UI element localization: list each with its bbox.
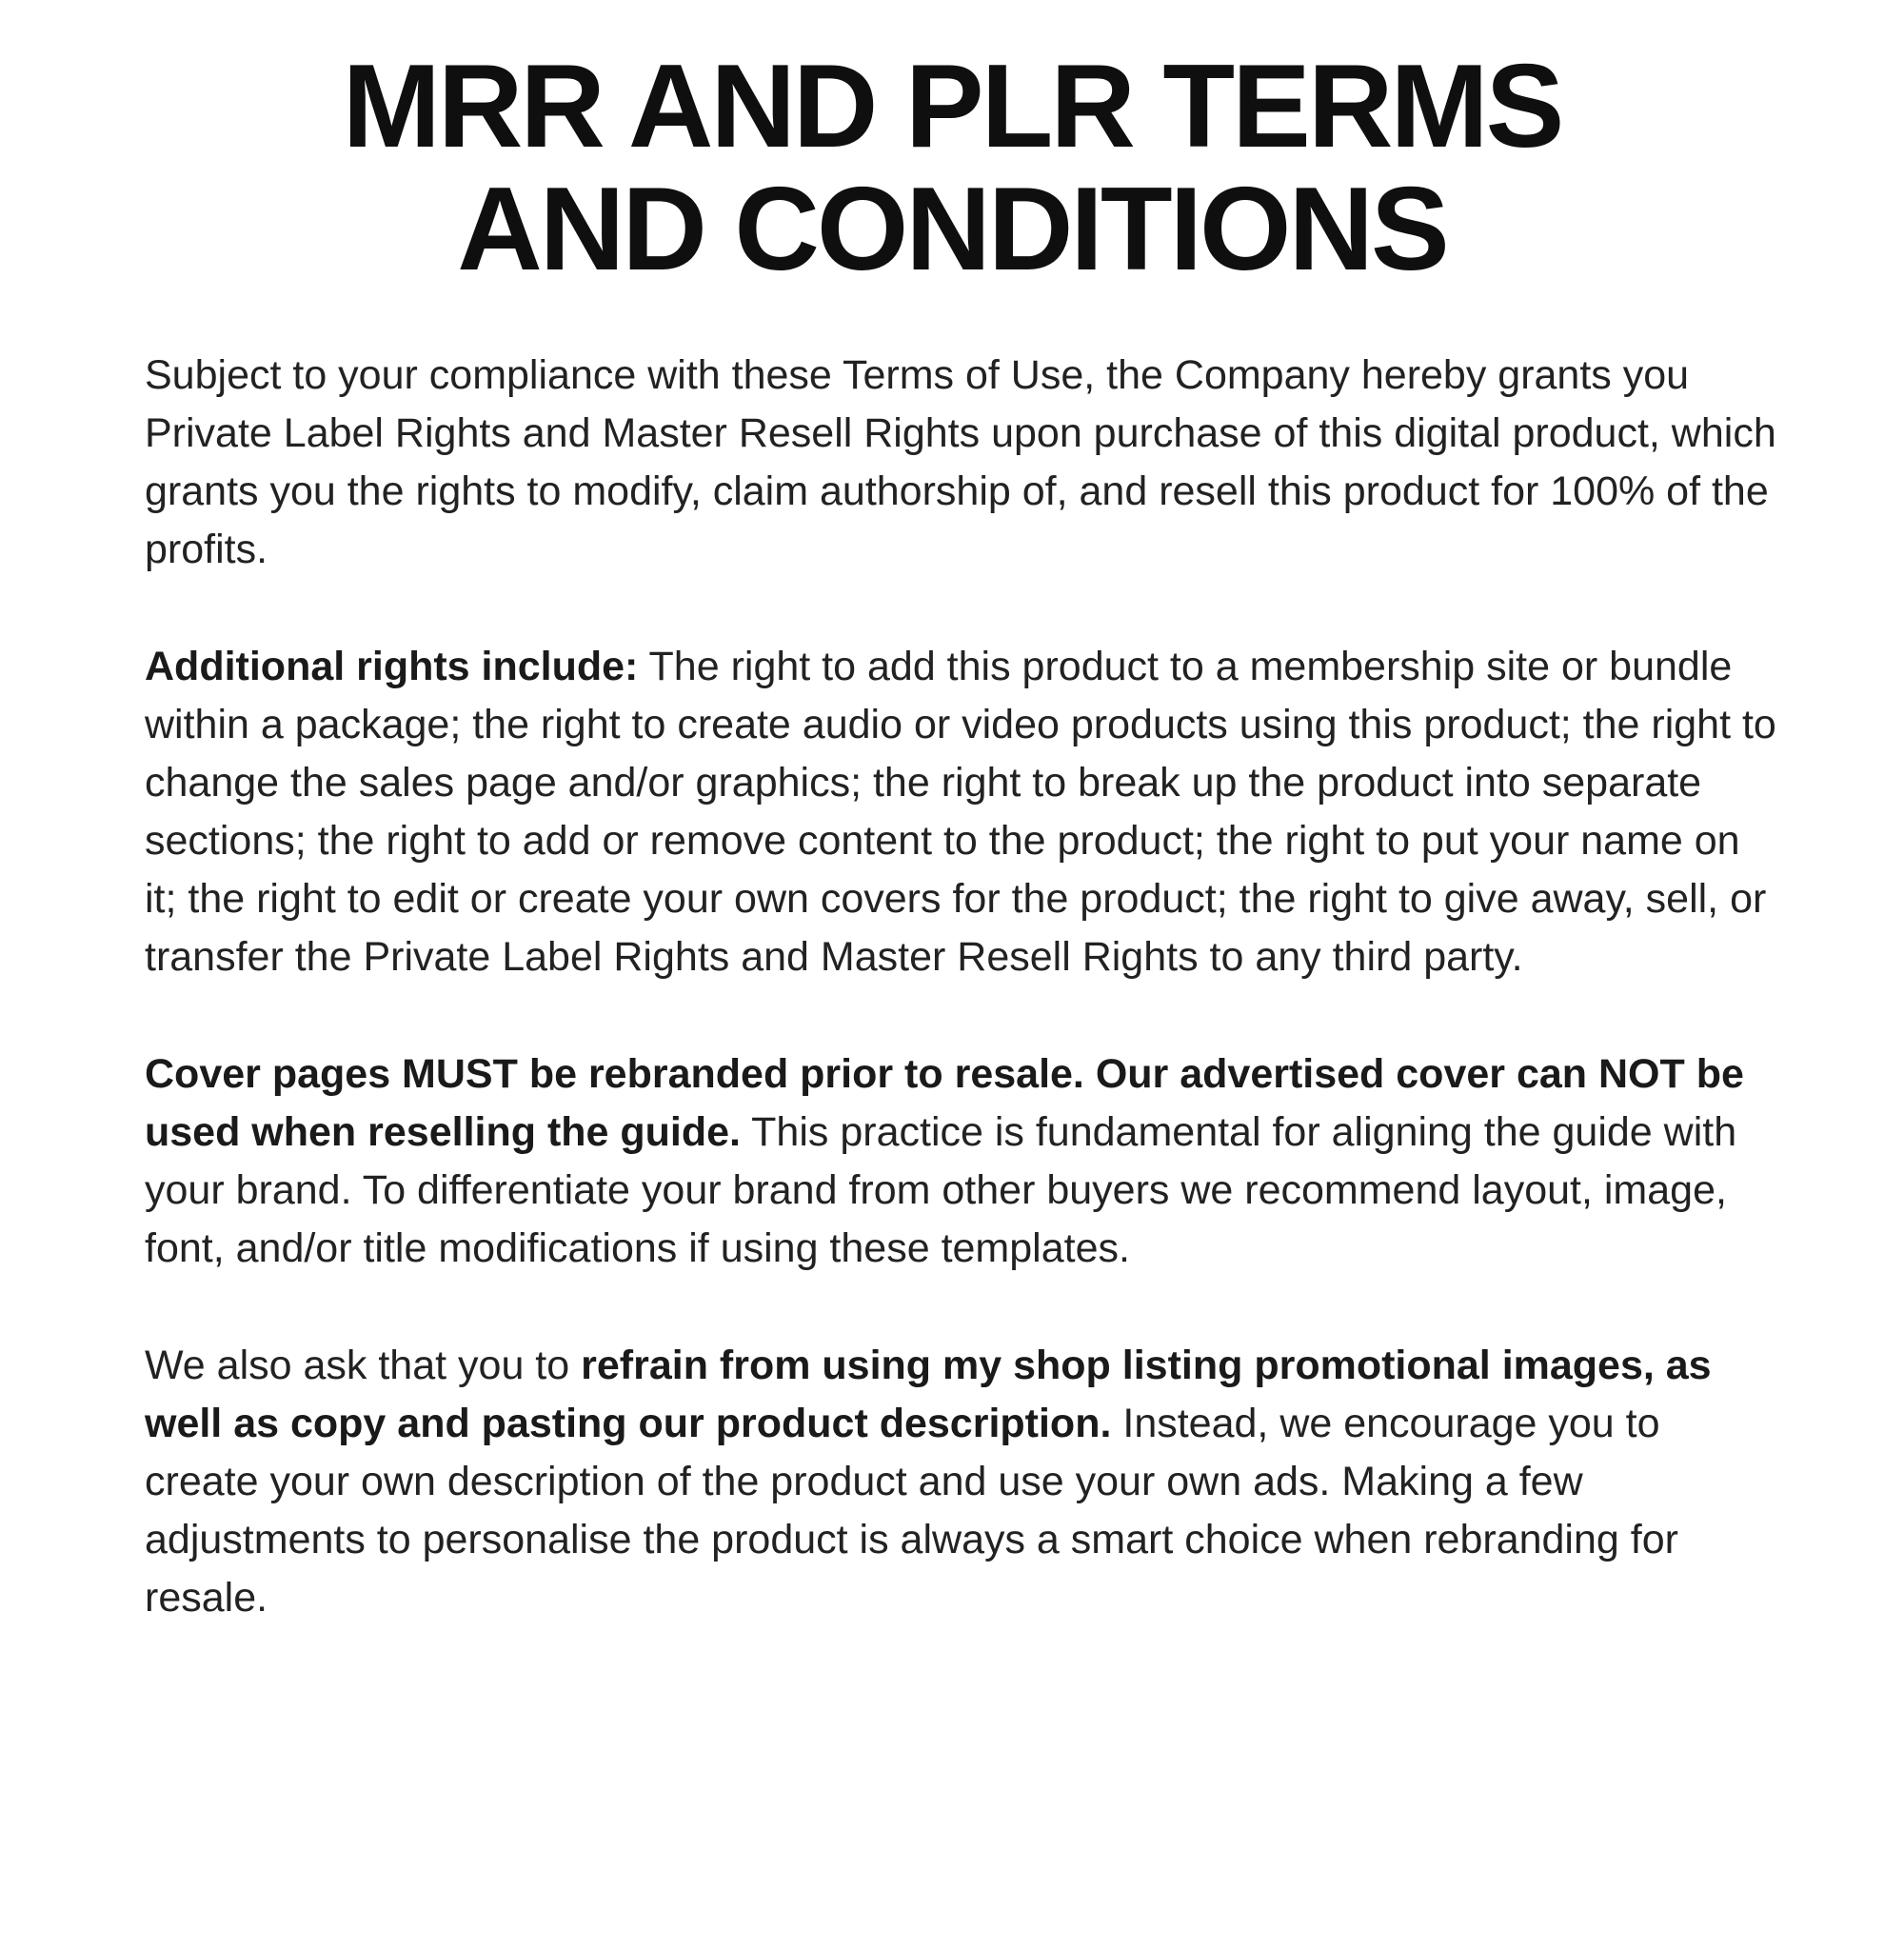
paragraph [145,638,1782,986]
paragraph-bold-text: Cover pages MUST be rebranded prior to resale. Our advertised cover can NOT be used when reselling the guide. [145,1050,1744,1155]
paragraph-bold-text: Additional rights include: [145,643,639,689]
paragraph-bold-text: refrain from using my shop listing promotional images, as well as copy and pasting our product description. [145,1342,1712,1446]
page-title-line-1: MRR AND PLR TERMS [342,41,1562,172]
page-title-line-2: AND CONDITIONS [457,163,1447,295]
paragraph-text: Instead, we encourage you to create your own description of the product and use your own ads. Making a few adjustments to personalise the product is always a smart choice when rebranding for resale. [145,1400,1678,1621]
paragraph-text: This practice is fundamental for aligning the guide with your brand. To differentiate your brand from other buyers we recommend layout, image, font, and/or title modifications if using these templates. [145,1108,1737,1271]
terms-page [0,41,1904,1950]
paragraph [145,1045,1782,1278]
page-title [95,41,1809,295]
paragraph [145,347,1782,579]
paragraph-text: We also ask that you to [145,1342,582,1388]
terms-body [0,347,1904,1627]
paragraph-text: Subject to your compliance with these Terms of Use, the Company hereby grants you Private Label Rights and Master Resell Rights upon purchase of this digital product, which grants you the rights to modify, claim authorship of, and resell this product for 100% of the profits. [145,351,1776,572]
paragraph [145,1337,1782,1627]
paragraph-text: The right to add this product to a membership site or bundle within a package; the right to create audio or video products using this product; the right to change the sales page and/or graphics; the right to break up the product into separate sections; the right to add or remove content to the product; the right to put your name on it; the right to edit or create your own covers for the product; the right to give away, sell, or transfer the Private Label Rights and Master Resell Rights to any third party. [145,643,1776,980]
